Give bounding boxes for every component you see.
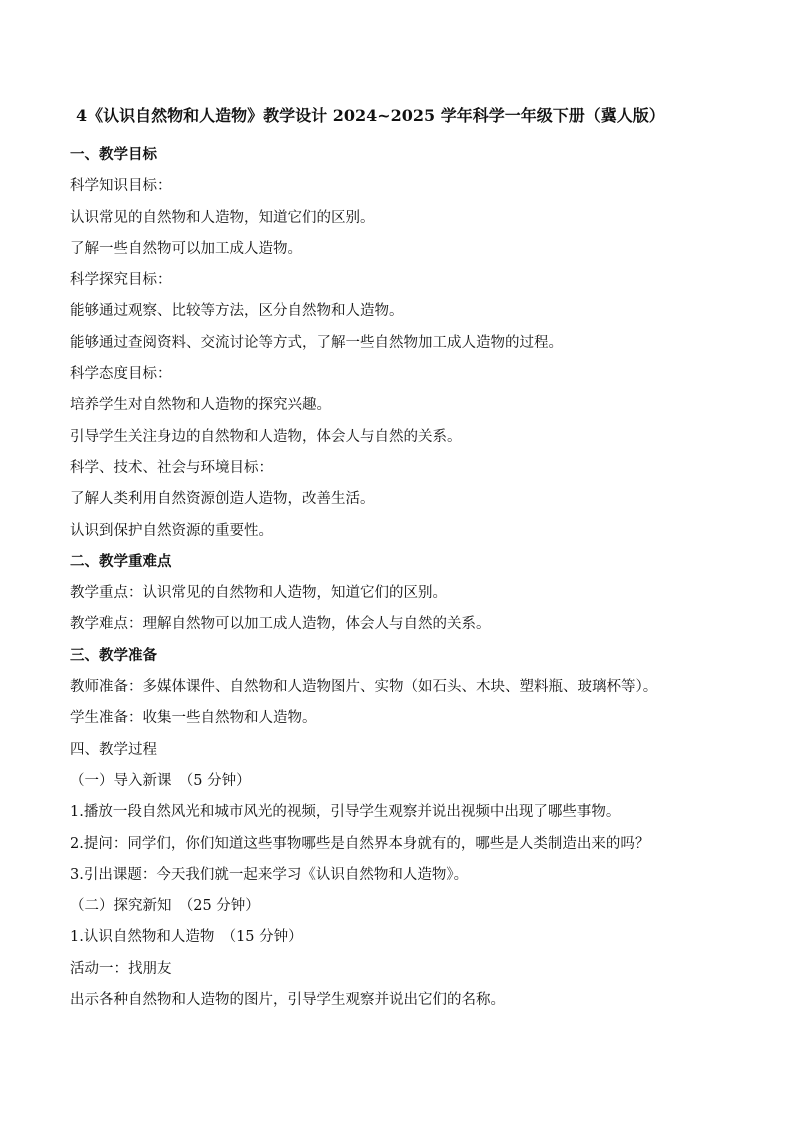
paragraph-line: 1.认识自然物和人造物 （15 分钟） [70,929,303,946]
paragraph-line: 教学重点：认识常见的自然物和人造物，知道它们的区别。 [70,585,447,602]
document-title: 4《认识自然物和人造物》教学设计 2024~2025 学年科学一年级下册（冀人版） [76,106,665,125]
paragraph-line: 2.提问：同学们，你们知道这些事物哪些是自然界本身就有的，哪些是人类制造出来的吗？ [70,835,650,852]
paragraph-line: 四、教学过程 [70,741,157,758]
paragraph-line: 了解人类利用自然资源创造人造物，改善生活。 [70,491,375,508]
paragraph-line: 学生准备：收集一些自然物和人造物。 [70,710,317,727]
paragraph-line: 认识常见的自然物和人造物，知道它们的区别。 [70,209,375,226]
paragraph-line: 教师准备：多媒体课件、自然物和人造物图片、实物（如石头、木块、塑料瓶、玻璃杯等）。 [70,679,658,696]
paragraph-line: 引导学生关注身边的自然物和人造物，体会人与自然的关系。 [70,428,462,445]
paragraph-line: （二）探究新知 （25 分钟） [70,898,260,915]
paragraph-line: 认识到保护自然资源的重要性。 [70,522,273,539]
paragraph-line: 培养学生对自然物和人造物的探究兴趣。 [70,397,331,414]
paragraph-line: 活动一：找朋友 [70,960,172,977]
paragraph-line: 3.引出课题：今天我们就一起来学习《认识自然物和人造物》。 [70,866,469,883]
paragraph-line: 能够通过观察、比较等方法，区分自然物和人造物。 [70,303,404,320]
paragraph-line: 了解一些自然物可以加工成人造物。 [70,240,302,257]
paragraph-line: 科学态度目标： [70,366,172,383]
paragraph-line: 科学、技术、社会与环境目标： [70,459,273,476]
section-heading: 二、教学重难点 [70,552,172,570]
section-heading: 一、教学目标 [70,146,157,163]
paragraph-line: 教学难点：理解自然物可以加工成人造物，体会人与自然的关系。 [70,616,491,633]
paragraph-line: 1.播放一段自然风光和城市风光的视频，引导学生观察并说出视频中出现了哪些事物。 [70,804,621,821]
paragraph-line: （一）导入新课 （5 分钟） [70,772,251,789]
section-heading: 三、教学准备 [70,646,157,664]
paragraph-line: 科学知识目标： [70,178,172,195]
document-body [70,143,770,1019]
paragraph-line: 出示各种自然物和人造物的图片，引导学生观察并说出它们的名称。 [70,992,505,1009]
paragraph-line: 能够通过查阅资料、交流讨论等方式，了解一些自然物加工成人造物的过程。 [70,334,563,351]
paragraph-line: 科学探究目标： [70,272,172,289]
